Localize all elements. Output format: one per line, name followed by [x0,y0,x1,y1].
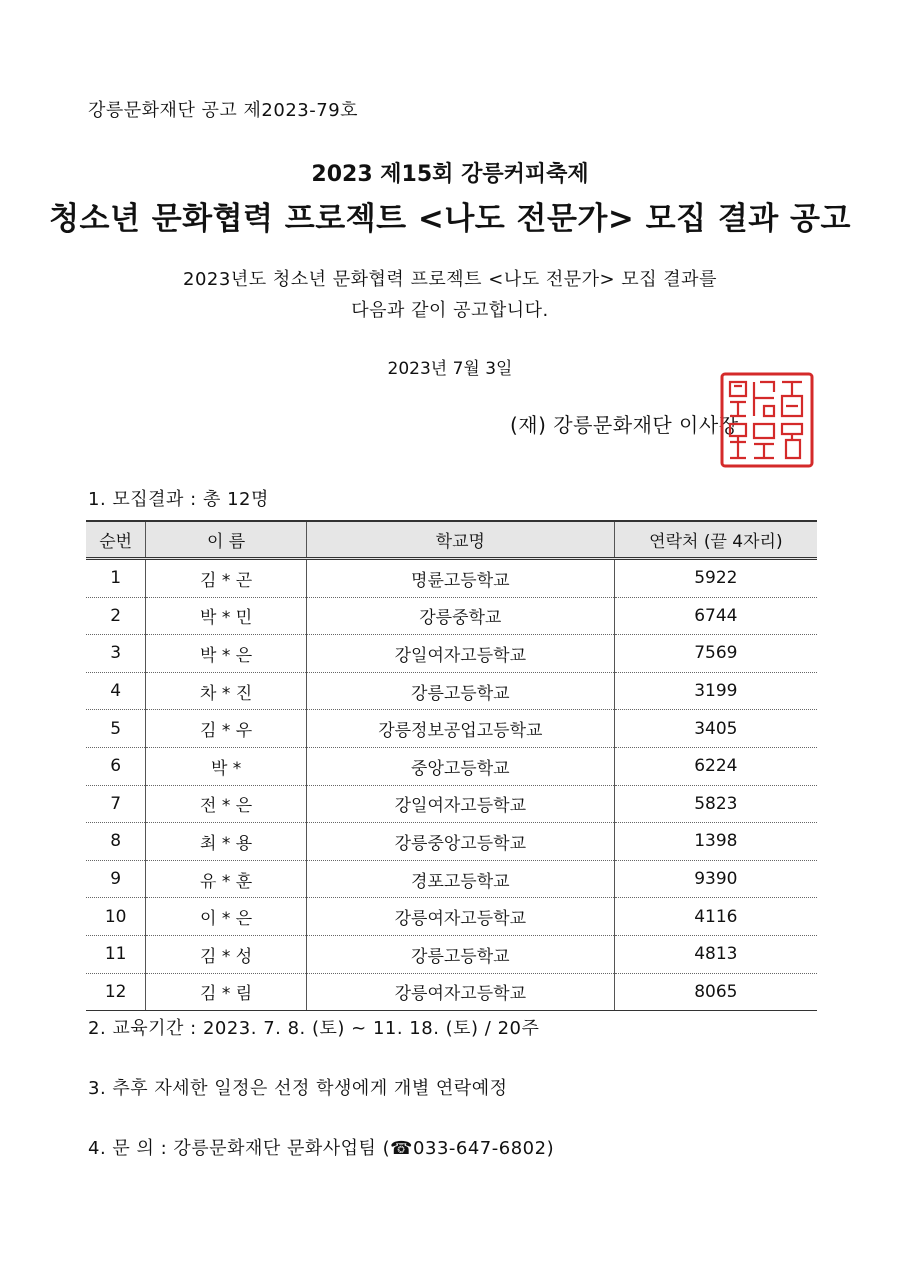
column-header-number: 순번 [86,521,146,559]
table-row [86,898,817,936]
table-row [86,672,817,710]
official-seal-icon [720,372,814,468]
cell-name: 김 * 성 [146,935,307,973]
cell-number: 9 [86,860,146,898]
table-row [86,785,817,823]
cell-contact: 3199 [614,672,817,710]
notice-date: 2023년 7월 3일 [387,359,513,379]
table-row [86,860,817,898]
cell-name: 유 * 훈 [146,860,307,898]
section-4-inquiry: 4. 문 의 : 강릉문화재단 문화사업팀 (☎033-647-6802) [88,1138,555,1159]
cell-contact: 8065 [614,973,817,1011]
cell-school: 강릉여자고등학교 [306,973,614,1011]
intro-line-1: 2023년도 청소년 문화협력 프로젝트 <나도 전문가> 모집 결과를 [183,269,717,290]
cell-school: 강릉중앙고등학교 [306,823,614,861]
column-header-contact: 연락처 (끝 4자리) [614,521,817,559]
table-row [86,973,817,1011]
issuer-name: (재) 강릉문화재단 이사장 [510,413,739,437]
cell-contact: 6224 [614,747,817,785]
cell-number: 11 [86,935,146,973]
cell-number: 8 [86,823,146,861]
table-header-row [86,521,817,559]
cell-name: 김 * 곤 [146,559,307,598]
cell-contact: 6744 [614,597,817,635]
cell-number: 4 [86,672,146,710]
cell-school: 강릉고등학교 [306,672,614,710]
cell-contact: 7569 [614,635,817,673]
page-title: 청소년 문화협력 프로젝트 <나도 전문가> 모집 결과 공고 [49,201,851,237]
table-row [86,935,817,973]
table-row [86,635,817,673]
cell-number: 2 [86,597,146,635]
section-3-schedule-note: 3. 추후 자세한 일정은 선정 학생에게 개별 연락예정 [88,1078,508,1099]
intro-line-2: 다음과 같이 공고합니다. [351,300,549,321]
cell-school: 강릉정보공업고등학교 [306,710,614,748]
cell-name: 김 * 우 [146,710,307,748]
cell-name: 박 * [146,747,307,785]
section-1-heading: 1. 모집결과 : 총 12명 [88,489,269,510]
column-header-school: 학교명 [306,521,614,559]
cell-contact: 4116 [614,898,817,936]
cell-school: 경포고등학교 [306,860,614,898]
cell-contact: 1398 [614,823,817,861]
cell-number: 12 [86,973,146,1011]
cell-number: 10 [86,898,146,936]
cell-number: 6 [86,747,146,785]
cell-contact: 4813 [614,935,817,973]
result-table [86,520,817,1011]
table-row [86,597,817,635]
intro-paragraph [0,264,900,326]
cell-school: 강릉중학교 [306,597,614,635]
cell-contact: 3405 [614,710,817,748]
cell-number: 5 [86,710,146,748]
table-row [86,559,817,598]
cell-number: 3 [86,635,146,673]
cell-name: 김 * 림 [146,973,307,1011]
title-line-1: 2023 제15회 강릉커피축제 [311,162,589,187]
cell-school: 강일여자고등학교 [306,635,614,673]
section-2-education-period: 2. 교육기간 : 2023. 7. 8. (토) ~ 11. 18. (토) / 20주 [88,1018,540,1039]
table-row [86,747,817,785]
cell-number: 7 [86,785,146,823]
cell-name: 박 * 은 [146,635,307,673]
cell-number: 1 [86,559,146,598]
cell-school: 강릉여자고등학교 [306,898,614,936]
cell-name: 차 * 진 [146,672,307,710]
cell-school: 강릉고등학교 [306,935,614,973]
cell-name: 박 * 민 [146,597,307,635]
notice-number: 강릉문화재단 공고 제2023-79호 [88,100,359,121]
cell-school: 중앙고등학교 [306,747,614,785]
cell-name: 최 * 용 [146,823,307,861]
cell-contact: 9390 [614,860,817,898]
cell-school: 강일여자고등학교 [306,785,614,823]
cell-name: 전 * 은 [146,785,307,823]
table-row [86,823,817,861]
table-row [86,710,817,748]
cell-school: 명륜고등학교 [306,559,614,598]
cell-contact: 5823 [614,785,817,823]
cell-name: 이 * 은 [146,898,307,936]
cell-contact: 5922 [614,559,817,598]
column-header-name: 이 름 [146,521,307,559]
